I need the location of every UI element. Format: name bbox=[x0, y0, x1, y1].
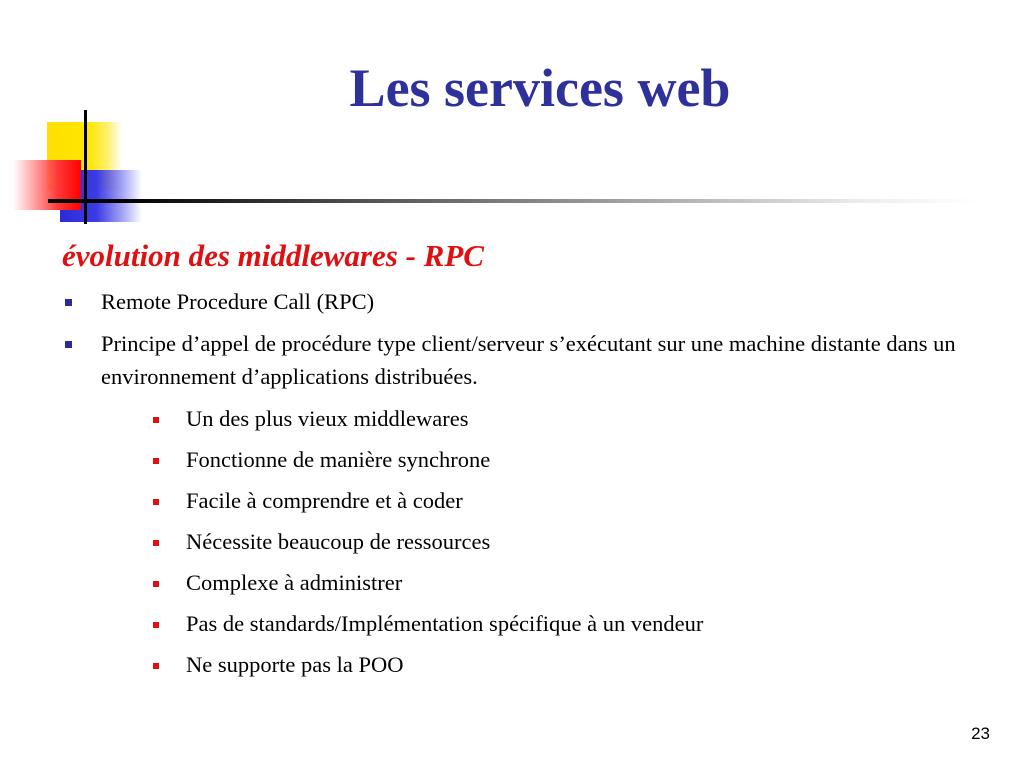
sub-bullet-item bbox=[101, 566, 1002, 599]
square-sub-bullet-icon bbox=[153, 417, 159, 423]
slide-content bbox=[62, 236, 1002, 690]
sub-bullet-text: Un des plus vieux middlewares bbox=[186, 406, 469, 431]
sub-bullet-text: Facile à comprendre et à coder bbox=[186, 488, 463, 513]
sub-bullet-text: Fonctionne de manière synchrone bbox=[186, 447, 491, 472]
sub-bullet-item bbox=[101, 607, 1002, 640]
square-bullet-icon bbox=[65, 299, 72, 306]
square-bullet-icon bbox=[65, 341, 72, 348]
sub-bullet-list bbox=[101, 402, 1002, 681]
square-sub-bullet-icon bbox=[153, 663, 159, 669]
colored-squares-logo-icon bbox=[0, 0, 160, 240]
sub-bullet-text: Ne supporte pas la POO bbox=[186, 652, 404, 677]
page-number: 23 bbox=[971, 724, 990, 743]
bullet-item bbox=[62, 285, 1002, 318]
square-sub-bullet-icon bbox=[153, 458, 159, 464]
sub-bullet-item bbox=[101, 402, 1002, 435]
bullet-text: Remote Procedure Call (RPC) bbox=[101, 289, 375, 314]
sub-bullet-text: Nécessite beaucoup de ressources bbox=[186, 529, 491, 554]
title-underline-rule bbox=[48, 199, 978, 203]
sub-bullet-item bbox=[101, 484, 1002, 517]
section-heading: évolution des middlewares - RPC bbox=[62, 238, 484, 273]
sub-bullet-item bbox=[101, 525, 1002, 558]
square-sub-bullet-icon bbox=[153, 540, 159, 546]
sub-bullet-item bbox=[101, 648, 1002, 681]
square-sub-bullet-icon bbox=[153, 581, 159, 587]
sub-bullet-item bbox=[101, 443, 1002, 476]
square-sub-bullet-icon bbox=[153, 622, 159, 628]
bullet-item bbox=[62, 327, 1002, 681]
bullet-list bbox=[62, 285, 1002, 681]
slide-title: Les services web bbox=[349, 58, 731, 118]
bullet-text: Principe d’appel de procédure type client/serveur s’exécutant sur une machine distante dans un environnement d’applications distribuées. bbox=[101, 331, 956, 389]
square-sub-bullet-icon bbox=[153, 499, 159, 505]
vertical-rule bbox=[84, 110, 87, 224]
sub-bullet-text: Complexe à administrer bbox=[186, 570, 403, 595]
sub-bullet-text: Pas de standards/Implémentation spécifique à un vendeur bbox=[186, 611, 704, 636]
